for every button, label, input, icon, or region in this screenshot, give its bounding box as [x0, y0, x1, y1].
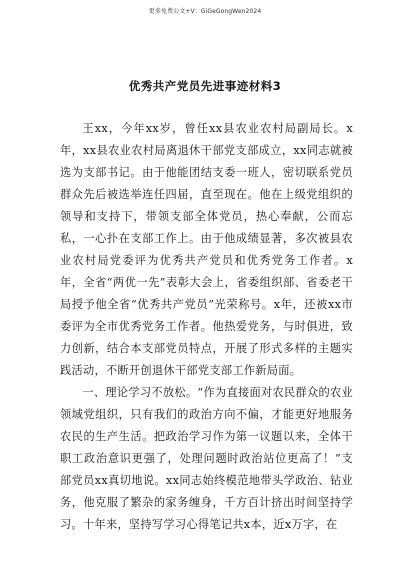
header-promo-note: 更多免费公文+V：GiGeGongWen2024	[148, 8, 262, 15]
paragraph: 王xx，今年xx岁，曾任xx县农业农村局副局长。x年，xx县农业农村局离退休干部党支部成立，xx同志就被选为支部书记。由于他能团结支委一班人，密切联系党员群众先后被选举连任四届，直至现在。他在上级党组织的领导和支持下，带领支部全体党员，热心奉献，公而忘私，一心扑在支部工作上。由于他成绩显著，多次被县农业农村局党委评为优秀共产党员和优秀党务工作者。x年，全省“两优一先”表彰大会上，省委组织部、省委老干局授予他全省“优秀共产党员”光荣称号。x年，还被xx市委评为全市优秀党务工作者。他热爱党务，与时俱进，致力创新，结合本支部党员特点，开展了形式多样的主题实践活动，不断开创退休干部党支部工作新局面。	[60, 122, 353, 377]
document-title: 优秀共产党员先进事迹材料3	[128, 79, 282, 93]
paragraph: 一、理论学习不放松。“作为直接面对农民群众的农业领域党组织，只有我们的政治方向不偏，才能更好地服务农民的生产生活。把政治学习作为第一议题以来，全体干职工政治意识更强了，处理问题时政治站位更高了！”支部党员xx真切地说。xx同志始终模范地带头学政治、钻业务，他克服了繁杂的家务缠身，千方百计挤出时间坚持学习。十年来，坚持写学习心得笔记共x本，近x万字，在	[60, 386, 353, 531]
document-body	[60, 118, 353, 536]
